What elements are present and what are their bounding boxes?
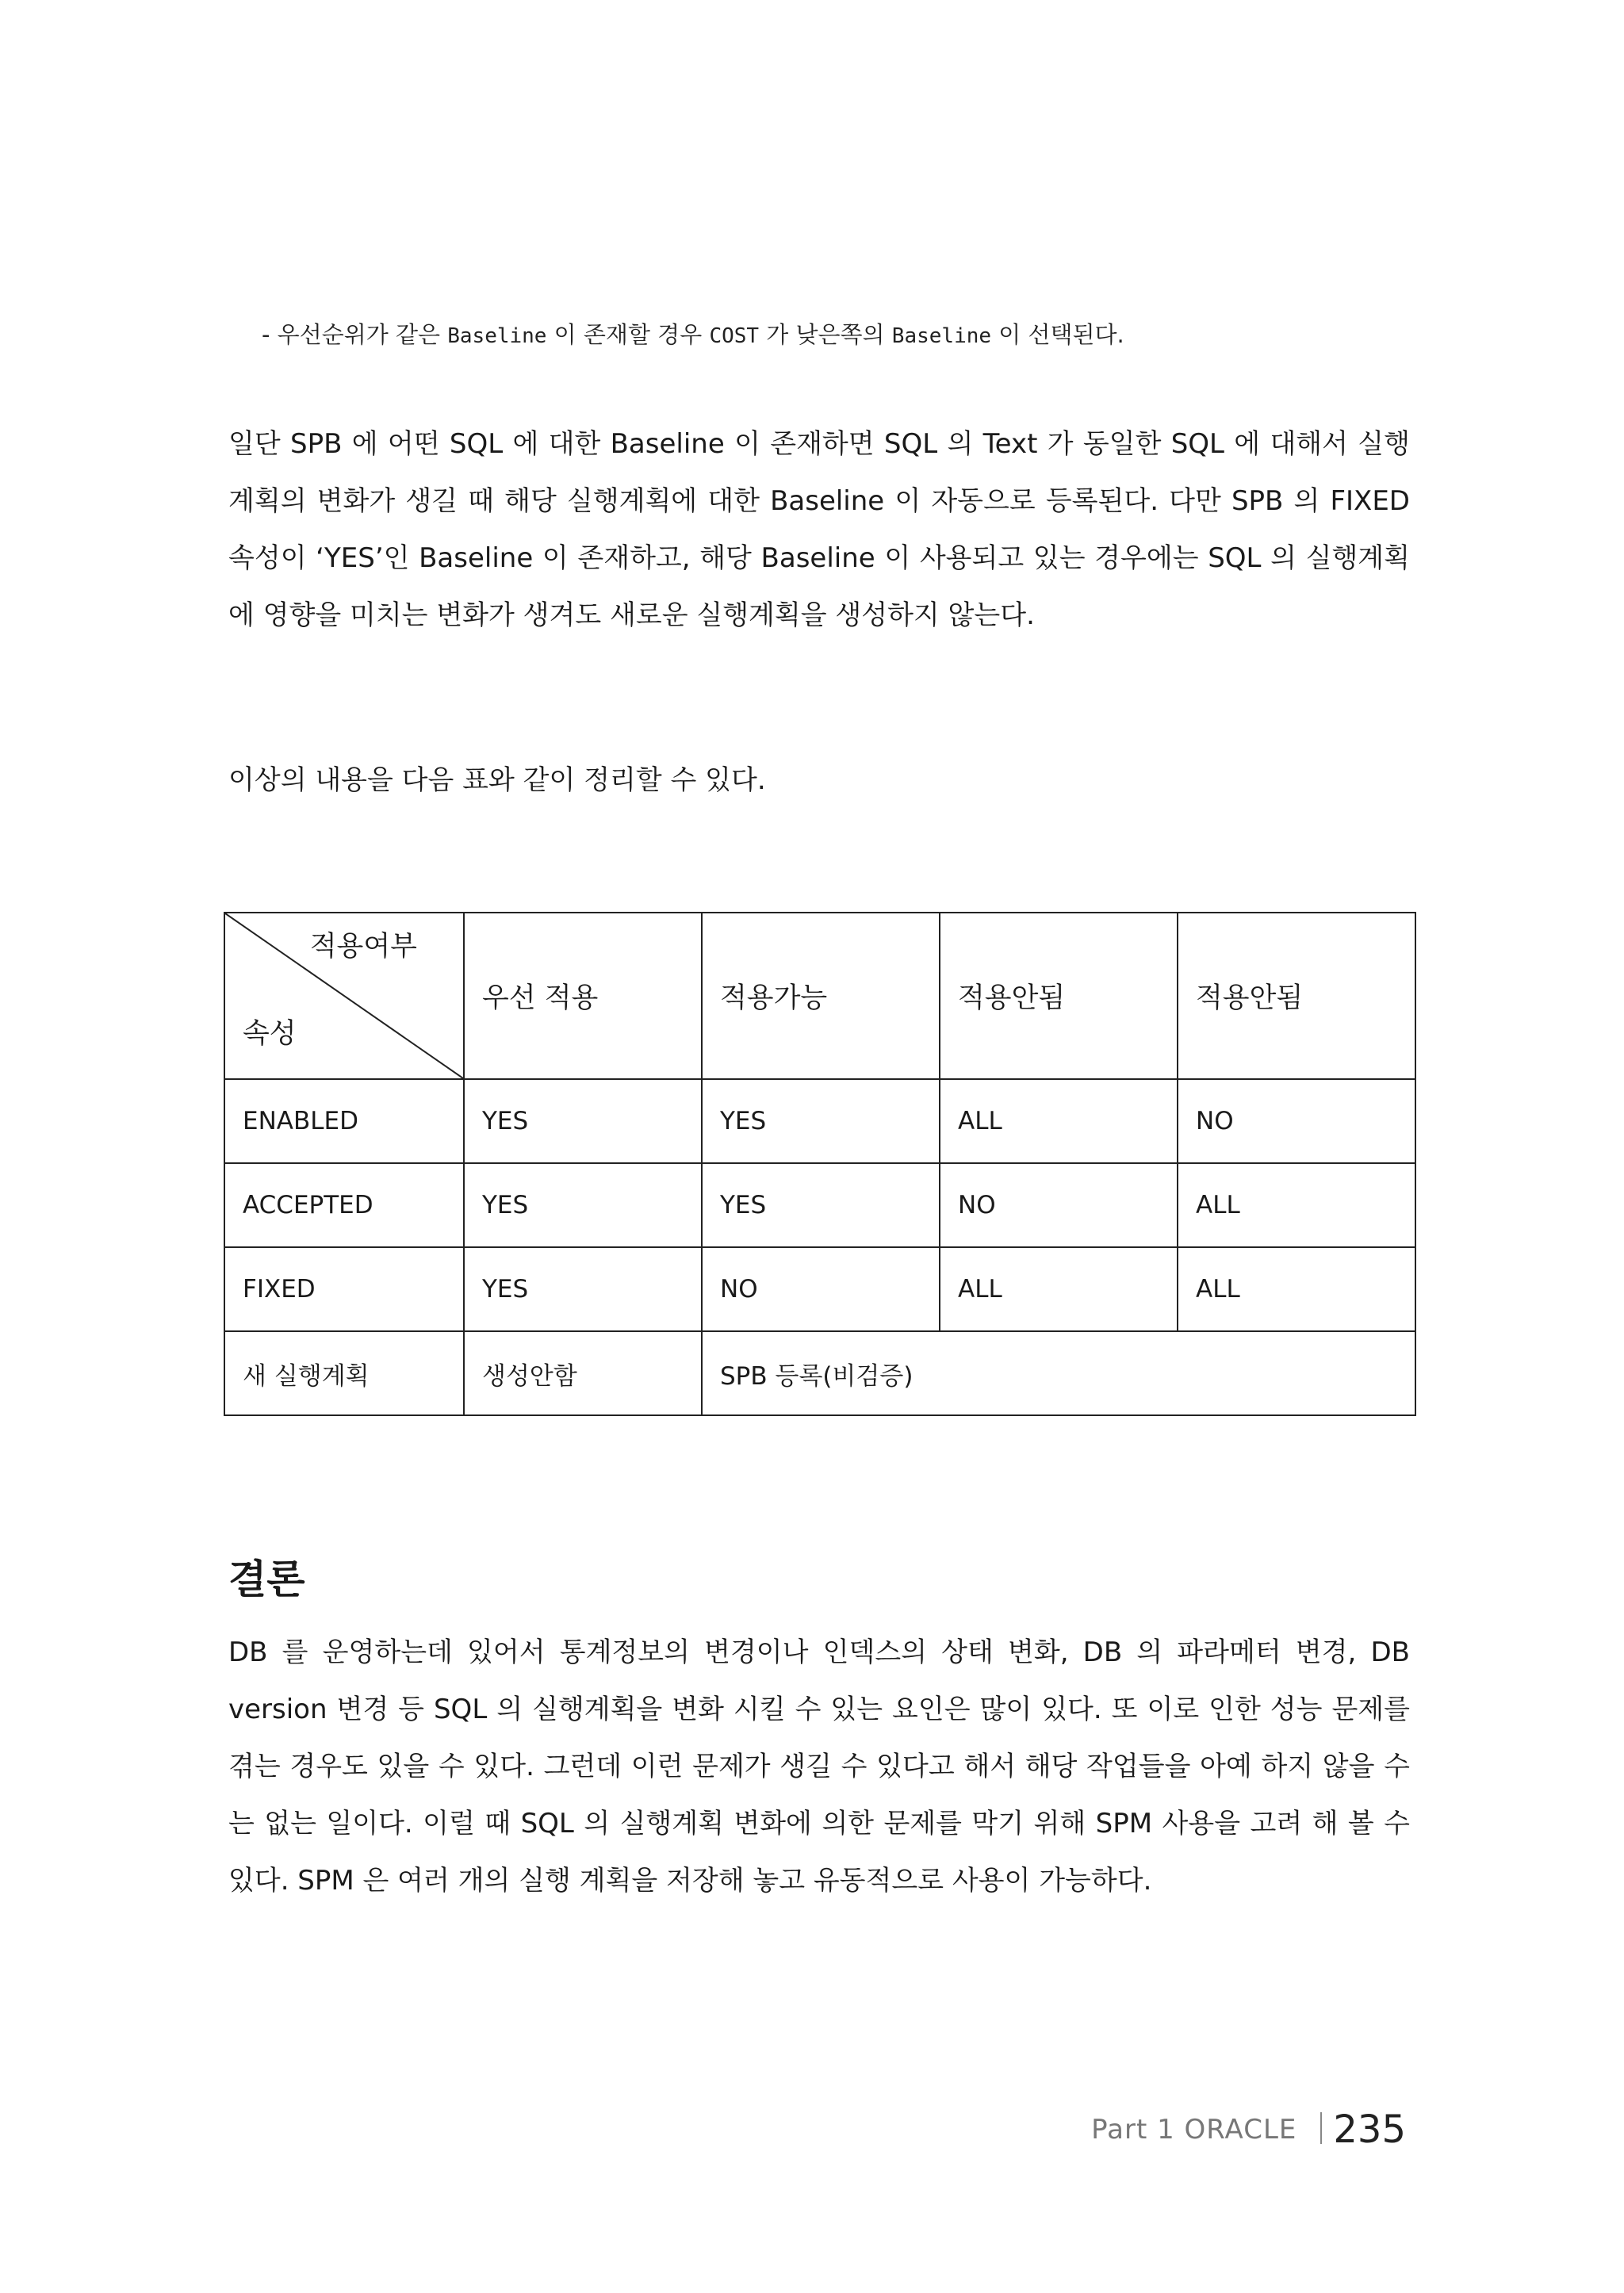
corner-label-attribute: 속성 <box>243 1018 297 1050</box>
footer-divider <box>1320 2112 1322 2144</box>
table-cell: NO <box>702 1247 940 1331</box>
row-label: 새 실행계획 <box>224 1331 464 1415</box>
table-header-cell: 적용가능 <box>702 913 940 1079</box>
table-row <box>224 1331 1415 1415</box>
row-label: FIXED <box>224 1247 464 1331</box>
footer-part-label: Part 1 ORACLE <box>1091 2114 1297 2146</box>
table-header-cell: 적용안됨 <box>1178 913 1415 1079</box>
note-code-3: Baseline <box>891 324 992 348</box>
table-cell: ALL <box>940 1247 1178 1331</box>
table-row <box>224 1163 1415 1247</box>
note-code-1: Baseline <box>447 324 547 348</box>
table-header-cell: 적용안됨 <box>940 913 1178 1079</box>
table-cell: ALL <box>1178 1247 1415 1331</box>
table-cell: NO <box>940 1163 1178 1247</box>
note-text-4: 이 선택된다. <box>991 321 1124 348</box>
table-cell: 생성안함 <box>464 1331 702 1415</box>
spb-attribute-table <box>224 912 1416 1416</box>
note-text-1: 우선순위가 같은 <box>270 321 448 348</box>
table-row <box>224 1247 1415 1331</box>
table-cell: YES <box>702 1079 940 1163</box>
table-cell: YES <box>464 1163 702 1247</box>
table-corner-cell <box>224 913 464 1079</box>
row-label: ACCEPTED <box>224 1163 464 1247</box>
table-header-row <box>224 913 1415 1079</box>
table-cell: YES <box>464 1079 702 1163</box>
paragraph-baseline-registration: 일단 SPB 에 어떤 SQL 에 대한 Baseline 이 존재하면 SQL 의 Text 가 동일한 SQL 에 대해서 실행계획의 변화가 생길 때 해당 실행계획에 대한 Baseline 이 자동으로 등록된다. 다만 SPB 의 FIXED 속성이 ‘YES’인 Baseline 이 존재하고, 해당 Baseline 이 사용되고 있는 경우에는 SQL 의 실행계획에 영향을 미치는 변화가 생겨도 새로운 실행계획을 생성하지 않는다. <box>228 428 1410 631</box>
table-cell: ALL <box>940 1079 1178 1163</box>
table-cell: NO <box>1178 1079 1415 1163</box>
corner-label-apply: 적용여부 <box>309 931 417 963</box>
note-line <box>262 319 1419 352</box>
table-cell: ALL <box>1178 1163 1415 1247</box>
page-footer <box>1091 2101 1406 2152</box>
table-row <box>224 1079 1415 1163</box>
table-cell: YES <box>464 1247 702 1331</box>
note-dash: - <box>262 321 270 348</box>
note-text-2: 이 존재할 경우 <box>546 321 710 348</box>
table-cell-merged: SPB 등록(비검증) <box>702 1331 1415 1415</box>
note-code-2: COST <box>709 324 760 348</box>
conclusion-heading: 결론 <box>228 1556 305 1602</box>
note-text-3: 가 낮은쪽의 <box>759 321 892 348</box>
row-label: ENABLED <box>224 1079 464 1163</box>
paragraph-table-intro: 이상의 내용을 다음 표와 같이 정리할 수 있다. <box>228 764 766 796</box>
table-header-cell: 우선 적용 <box>464 913 702 1079</box>
table-cell: YES <box>702 1163 940 1247</box>
page-number: 235 <box>1333 2107 1406 2152</box>
conclusion-paragraph: DB 를 운영하는데 있어서 통계정보의 변경이나 인덱스의 상태 변화, DB 의 파라메터 변경, DB version 변경 등 SQL 의 실행계획을 변화 시킬 수 있는 요인은 많이 있다. 또 이로 인한 성능 문제를 겪는 경우도 있을 수 있다. 그런데 이런 문제가 생길 수 있다고 해서 해당 작업들을 아예 하지 않을 수는 없는 일이다. 이럴 때 SQL 의 실행계획 변화에 의한 문제를 막기 위해 SPM 사용을 고려 해 볼 수 있다. SPM 은 여러 개의 실행 계획을 저장해 놓고 유동적으로 사용이 가능하다. <box>228 1636 1410 1897</box>
